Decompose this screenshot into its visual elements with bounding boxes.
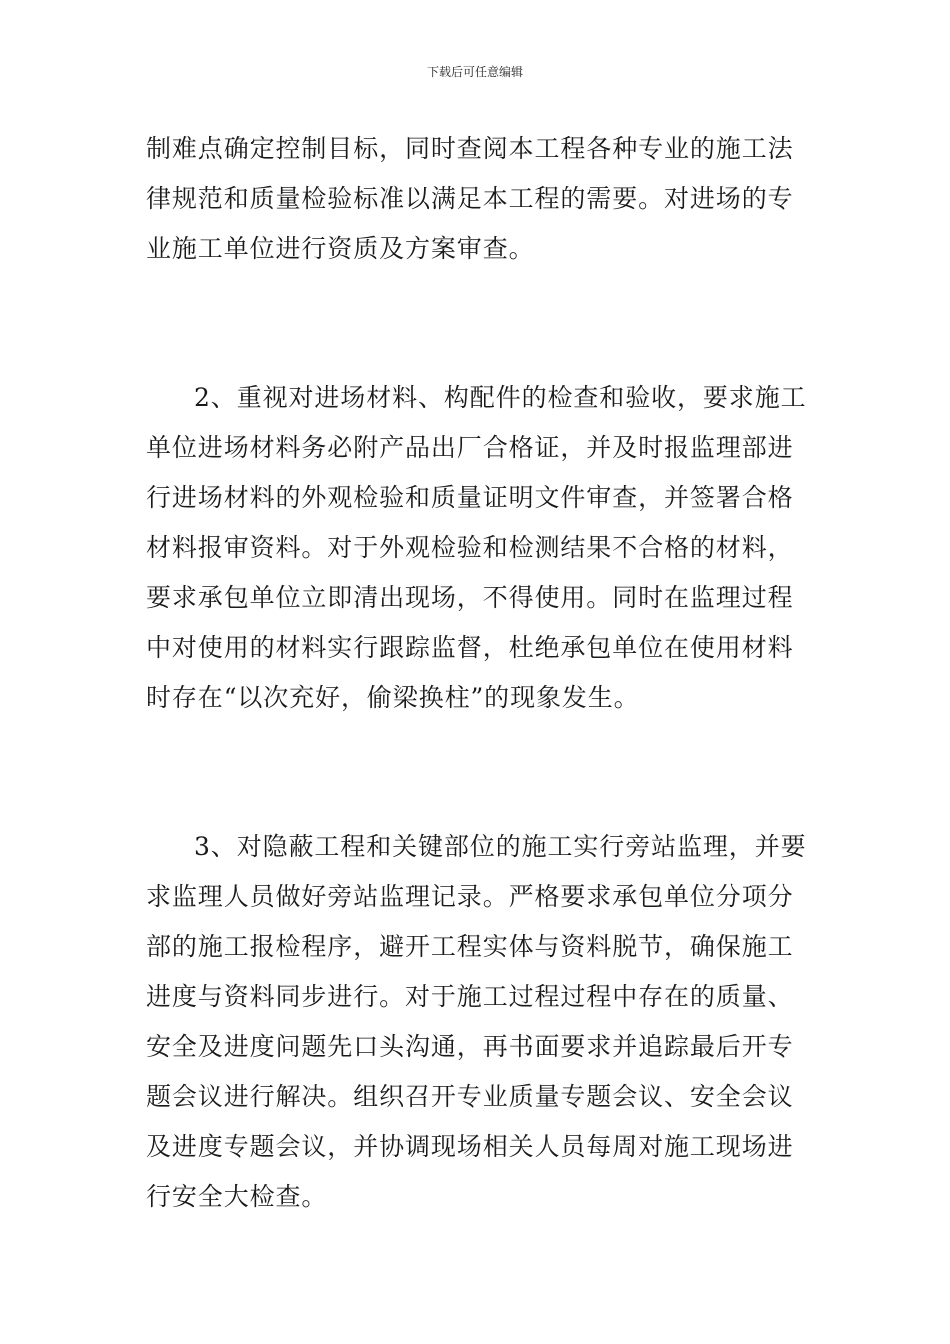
text-line: 行进场材料的外观检验和质量证明文件审查，并签署合格 xyxy=(146,483,794,512)
text-line: 制难点确定控制目标，同时查阅本工程各种专业的施工法 xyxy=(146,134,794,163)
text-line: 时存在“以次充好，偷梁换柱”的现象发生。 xyxy=(146,683,640,712)
text-line: 材料报审资料。对于外观检验和检测结果不合格的材料， xyxy=(146,533,794,562)
paragraph-3 xyxy=(146,822,810,1222)
text-line: 3、对隐蔽工程和关键部位的施工实行旁站监理，并要 xyxy=(194,832,807,861)
page-header: 下载后可任意编辑 xyxy=(426,65,523,79)
text-line: 业施工单位进行资质及方案审查。 xyxy=(146,234,535,263)
text-line: 及进度专题会议，并协调现场相关人员每周对施工现场进 xyxy=(146,1132,794,1161)
text-line: 行安全大检查。 xyxy=(146,1182,328,1211)
text-line: 律规范和质量检验标准以满足本工程的需要。对进场的专 xyxy=(146,184,794,213)
text-line: 2、重视对进场材料、构配件的检查和验收，要求施工 xyxy=(194,383,807,412)
text-line: 求监理人员做好旁站监理记录。严格要求承包单位分项分 xyxy=(146,882,794,911)
paragraph-2 xyxy=(146,373,810,723)
text-line: 中对使用的材料实行跟踪监督，杜绝承包单位在使用材料 xyxy=(146,633,794,662)
text-line: 单位进场材料务必附产品出厂合格证，并及时报监理部进 xyxy=(146,433,794,462)
text-line: 要求承包单位立即清出现场，不得使用。同时在监理过程 xyxy=(146,583,794,612)
text-line: 题会议进行解决。组织召开专业质量专题会议、安全会议 xyxy=(146,1082,794,1111)
paragraph-1 xyxy=(146,124,810,274)
text-line: 部的施工报检程序，避开工程实体与资料脱节，确保施工 xyxy=(146,932,794,961)
text-line: 安全及进度问题先口头沟通，再书面要求并追踪最后开专 xyxy=(146,1032,794,1061)
text-line: 进度与资料同步进行。对于施工过程过程中存在的质量、 xyxy=(146,982,794,1011)
